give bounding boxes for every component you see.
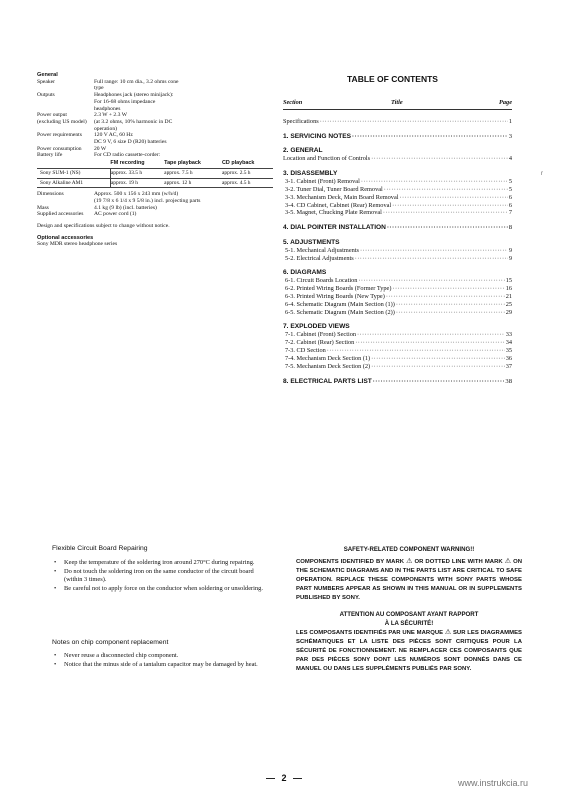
- spec-value-line: operation): [94, 125, 117, 132]
- toc-col-title: Title: [391, 99, 403, 106]
- toc-entry: [283, 309, 512, 317]
- toc-leader-dots: [387, 224, 508, 231]
- toc-entry: [283, 347, 512, 355]
- toc-entry: [283, 355, 512, 363]
- toc-entry-title: 6-3. Printed Wiring Boards (New Type): [285, 292, 385, 300]
- toc-leader-dots: [396, 301, 505, 308]
- spec-row: [37, 79, 273, 92]
- toc-entry-page: 8: [508, 224, 512, 232]
- toc-entry-page: 6: [508, 193, 512, 201]
- battery-table-cell: approx. 4.5 h: [222, 178, 273, 188]
- watermark: www.instrukcia.ru: [458, 778, 529, 788]
- toc-entry-page: 34: [505, 339, 512, 347]
- toc-leader-dots: [400, 194, 508, 201]
- toc-entry-title: 6-4. Schematic Diagram (Main Section (1)): [285, 300, 395, 308]
- battery-table-header: [37, 160, 273, 168]
- toc-entry: [283, 269, 512, 277]
- safety-en-part1: COMPONENTS IDENTIFIED BY MARK: [296, 559, 405, 566]
- toc-entry: [283, 293, 512, 301]
- toc-leader-dots: [355, 255, 508, 262]
- toc-entry-title: 8. ELECTRICAL PARTS LIST: [283, 377, 372, 385]
- toc-entry: [283, 247, 512, 255]
- toc-entry: [283, 178, 512, 186]
- toc-leader-dots: [383, 209, 508, 216]
- optional-accessories-text: Sony MDR stereo headphone series: [37, 241, 118, 248]
- spec-value: [94, 191, 273, 204]
- safety-title-en: SAFETY-RELATED COMPONENT WARNING!!: [343, 546, 475, 553]
- toc-entry: [283, 133, 512, 141]
- toc-leader-dots: [373, 378, 505, 385]
- battery-table-header-cell: CD playback: [222, 160, 273, 168]
- toc-entry-title: 3-2. Tuner Dial, Tuner Board Removal: [285, 185, 383, 193]
- spec-label: [37, 205, 94, 212]
- spec-value-line: Approx. 500 x 156 x 243 mm (w/h/d): [94, 191, 179, 198]
- toc-leader-dots: [371, 355, 505, 362]
- spec-value: [94, 146, 273, 153]
- toc-gap: [283, 317, 512, 324]
- battery-table-header-cell: FM recording: [110, 160, 164, 168]
- toc-entry-page: 3: [508, 132, 512, 140]
- toc-entry: [283, 224, 512, 232]
- spec-value-line: AC power cord (1): [94, 211, 137, 218]
- toc-gap: [283, 141, 512, 148]
- toc-col-section: Section: [283, 99, 303, 106]
- spec-row: [37, 205, 273, 212]
- toc-entry: [283, 378, 512, 386]
- safety-en-part2: OR DOTTED LINE WITH MARK: [414, 559, 503, 566]
- toc-entry-page: 36: [505, 354, 512, 362]
- table-row: [37, 178, 273, 188]
- spec-value-line: Full range: 10 cm dia., 3.2 ohms cone: [94, 78, 179, 85]
- spec-value: [94, 92, 273, 112]
- toc-entry: [283, 331, 512, 339]
- specifications-block: [37, 72, 273, 248]
- toc-leader-dots: [386, 293, 505, 300]
- toc-gap: [283, 163, 512, 170]
- spec-row: [37, 112, 273, 132]
- toc-title: TABLE OF CONTENTS: [347, 74, 438, 84]
- toc-gap: [283, 217, 512, 224]
- flex-board-notes: [52, 559, 270, 593]
- toc-entry-title: 3. DISASSEMBLY: [283, 169, 338, 177]
- toc-leader-dots: [384, 186, 508, 193]
- spec-rows: [37, 79, 273, 159]
- spec-value-line: (19 7/8 x 6 1/4 x 9 5/8 in.) incl. projecting parts: [94, 197, 201, 204]
- toc-list: [283, 118, 512, 385]
- spec-label: [37, 132, 94, 145]
- warning-mark-icon: ⚠: [406, 558, 413, 566]
- safety-warning: [296, 545, 522, 674]
- list-item: • Never reuse a disconnected chip component.: [52, 652, 270, 661]
- spec-value-line: type: [94, 85, 104, 92]
- toc-leader-dots: [355, 339, 504, 346]
- toc-entry: [283, 170, 512, 178]
- battery-table-cell: approx. 19 h: [110, 178, 164, 188]
- toc-leader-dots: [392, 202, 508, 209]
- toc-entry-title: 5. ADJUSTMENTS: [283, 238, 340, 246]
- toc-entry-page: 5: [508, 177, 512, 185]
- spec-label: [37, 92, 94, 112]
- spec-label: [37, 211, 94, 218]
- battery-table-header-cell: Tape playback: [164, 160, 222, 168]
- toc-gap: [283, 126, 512, 133]
- toc-entry-title: Specifications: [283, 118, 319, 125]
- toc-entry-page: 6: [508, 201, 512, 209]
- toc-entry: [283, 301, 512, 309]
- spec-value-line: 2.3 W + 2.3 W: [94, 112, 127, 119]
- safety-title-fr-2: À LA SÉCURITÉ!: [384, 619, 434, 627]
- battery-life-table: [37, 160, 273, 188]
- spec-rows-2: [37, 191, 273, 218]
- toc-entry-page: 33: [505, 331, 512, 339]
- battery-table-cell: Sony SUM-1 (NS): [37, 168, 110, 178]
- toc-leader-dots: [396, 309, 505, 316]
- warning-mark-icon: ⚠: [504, 558, 512, 566]
- toc-entry-title: 3-5. Magnet, Chucking Plate Removal: [285, 209, 382, 217]
- spec-heading: General: [37, 72, 58, 78]
- toc-leader-dots: [371, 363, 505, 370]
- toc-leader-dots: [358, 277, 504, 284]
- toc-entry-title: 7-4. Mechanism Deck Section (1): [285, 354, 371, 362]
- edge-mark: r: [541, 171, 543, 177]
- toc-leader-dots: [327, 347, 505, 354]
- warning-mark-icon: ⚠: [444, 628, 452, 636]
- toc-leader-dots: [361, 178, 508, 185]
- toc-entry: [283, 209, 512, 217]
- safety-fr-part1: LES COMPOSANTS IDENTIFIÉS PAR UNE MARQUE: [296, 629, 444, 636]
- toc-entry: [283, 363, 512, 371]
- spec-label-line: Dimensions: [37, 191, 64, 198]
- safety-body-fr: [296, 628, 522, 674]
- spec-value-line: Headphones jack (stereo minijack):: [94, 92, 174, 99]
- spec-value: [94, 211, 273, 218]
- spec-label: [37, 112, 94, 132]
- toc-entry-title: 7-5. Mechanism Deck Section (2): [285, 362, 371, 370]
- toc-entry: [283, 239, 512, 247]
- toc-entry: [283, 186, 512, 194]
- list-item: • Do not touch the soldering iron on the same conductor of the circuit board (within 3 times).: [52, 568, 270, 585]
- toc-entry-page: 1: [508, 118, 512, 125]
- spec-value-line: 20 W: [94, 145, 107, 152]
- spec-label-line: Mass: [37, 204, 49, 211]
- safety-body-en: [296, 557, 522, 603]
- spec-row: [37, 191, 273, 204]
- spec-value-line: For 16-68 ohms impedance: [94, 98, 156, 105]
- toc-entry-page: 35: [505, 347, 512, 355]
- toc-gap: [283, 232, 512, 239]
- toc-leader-dots: [360, 247, 508, 254]
- toc-entry-title: 4. DIAL POINTER INSTALLATION: [283, 224, 386, 232]
- toc-entry-title: 3-4. CD Cabinet, Cabinet (Rear) Removal: [285, 201, 392, 209]
- spec-row: [37, 92, 273, 112]
- toc-divider: [283, 109, 512, 110]
- toc-entry-title: 7-3. CD Section: [285, 347, 326, 355]
- toc-entry: [283, 155, 512, 163]
- spec-label-line: Power consumption: [37, 145, 82, 152]
- toc-entry: [283, 194, 512, 202]
- toc-leader-dots: [352, 133, 508, 140]
- toc-gap: [283, 262, 512, 269]
- spec-label: [37, 152, 94, 159]
- toc-leader-dots: [392, 285, 504, 292]
- battery-table-cell: approx. 33.5 h: [110, 168, 164, 178]
- spec-value-line: DC 9 V, 6 size D (R20) batteries: [94, 139, 167, 146]
- chip-notes: [52, 652, 270, 669]
- toc-leader-dots: [320, 118, 508, 125]
- toc-entry: [283, 147, 512, 155]
- toc-entry: [283, 339, 512, 347]
- spec-row: [37, 211, 273, 218]
- toc-entry-page: 29: [505, 308, 512, 316]
- spec-value-line: For CD radio cassette-corder:: [94, 152, 161, 159]
- spec-label-line: Supplied accessories: [37, 211, 84, 218]
- spec-label-line: Power requirements: [37, 132, 82, 139]
- spec-label-line: Power output: [37, 112, 67, 119]
- toc-entry-title: 5-2. Electrical Adjustments: [285, 254, 354, 262]
- spec-row: [37, 132, 273, 145]
- spec-value-line: (at 3.2 ohms, 10% harmonic in DC: [94, 118, 173, 125]
- toc-gap: [283, 371, 512, 378]
- toc-entry-page: 37: [505, 362, 512, 370]
- toc-entry-page: 25: [505, 300, 512, 308]
- safety-title-fr-1: ATTENTION AU COMPOSANT AYANT RAPPORT: [339, 610, 479, 618]
- page-number: — 2 —: [266, 773, 305, 783]
- toc-col-page: Page: [499, 99, 512, 106]
- toc-entry-title: 7-1. Cabinet (Front) Section: [285, 331, 357, 339]
- toc-entry: [283, 323, 512, 331]
- toc-entry: [283, 202, 512, 210]
- spec-value-line: headphones: [94, 105, 121, 112]
- toc-entry-title: 6. DIAGRAMS: [283, 269, 327, 277]
- toc-entry-title: 7. EXPLODED VIEWS: [283, 323, 350, 331]
- battery-table-cell: approx. 12 h: [164, 178, 222, 188]
- spec-value: [94, 79, 273, 92]
- list-item: • Notice that the minus side of a tantalum capacitor may be damaged by heat.: [52, 661, 270, 670]
- toc-entry-page: 15: [505, 277, 512, 285]
- toc-entry-page: 9: [508, 246, 512, 254]
- list-item: • Be careful not to apply force on the conductor when soldering or unsoldering.: [52, 585, 270, 594]
- toc-leader-dots: [357, 331, 505, 338]
- toc-entry-page: 4: [508, 155, 512, 163]
- spec-note: Design and specifications subject to change without notice.: [37, 223, 170, 230]
- toc-entry-page: 9: [508, 254, 512, 262]
- toc-entry-title: 5-1. Mechanical Adjustments: [285, 246, 359, 254]
- spec-value-line: 120 V AC, 60 Hz: [94, 132, 133, 139]
- chip-notes-title: Notes on chip component replacement: [52, 639, 169, 646]
- battery-table-header-cell: [37, 160, 110, 168]
- list-item: • Keep the temperature of the soldering iron around 270°C during repairing.: [52, 559, 270, 568]
- toc-entry-page: 38: [505, 377, 512, 385]
- optional-accessories-heading: Optional accessories: [37, 234, 94, 241]
- spec-value: [94, 152, 273, 159]
- spec-value-line: 4.1 kg (9 lb) (incl. batteries): [94, 204, 157, 211]
- toc-leader-dots: [371, 155, 508, 162]
- spec-row: [37, 152, 273, 159]
- toc-entry-title: 6-1. Circuit Boards Location: [285, 277, 358, 285]
- spec-label-line: Speaker: [37, 78, 56, 85]
- spec-label-line: Outputs: [37, 92, 55, 99]
- spec-row: [37, 146, 273, 153]
- flex-board-title: Flexible Circuit Board Repairing: [52, 545, 148, 552]
- table-row: [37, 168, 273, 178]
- toc-entry-title: 3-1. Cabinet (Front) Removal: [285, 177, 360, 185]
- spec-label: [37, 79, 94, 92]
- toc-entry: [283, 255, 512, 263]
- toc-entry: [283, 118, 512, 126]
- spec-label: [37, 191, 94, 204]
- toc-entry-title: 7-2. Cabinet (Rear) Section: [285, 339, 355, 347]
- battery-table-cell: approx. 2.5 h: [222, 168, 273, 178]
- toc-entry-page: 7: [508, 209, 512, 217]
- spec-label-line: Battery life: [37, 152, 63, 159]
- toc-entry-title: 6-5. Schematic Diagram (Main Section (2)): [285, 308, 395, 316]
- toc-entry-page: 21: [505, 292, 512, 300]
- toc-entry-page: 16: [505, 285, 512, 293]
- toc-entry: [283, 285, 512, 293]
- toc-entry-title: 3-3. Mechanism Deck, Main Board Removal: [285, 193, 399, 201]
- spec-value: [94, 112, 273, 132]
- toc-entry-title: 1. SERVICING NOTES: [283, 132, 352, 140]
- toc-entry-title: Location and Function of Controls: [283, 155, 371, 163]
- toc-entry-title: 2. GENERAL: [283, 147, 323, 155]
- spec-label-line: (excluding US model): [37, 118, 87, 125]
- toc-entry-title: 6-2. Printed Wiring Boards (Former Type): [285, 285, 392, 293]
- safety-en-part3: ON THE SCHEMATIC DIAGRAMS AND IN THE PARTS LIST ARE CRITICAL TO SAFE OPERATION. REPLACE THESE COMPONENTS WITH SONY PARTS WHOSE PART NUMBERS APPEAR AS SHOWN IN THIS MANUAL OR IN SUPPLEMENTS PUBLISHED BY SONY.: [296, 559, 523, 602]
- battery-table-cell: Sony Alkaline AM1: [37, 178, 110, 188]
- safety-fr-part2: SUR LES DIAGRAMMES SCHÉMATIQUES ET LA LISTE DES PIÈCES SONT CRITIQUES POUR LA SÉCURITÉ DE FONCTIONNEMENT. NE REMPLACER CES COMPOSANTS QUE PAR DES PIÈCES SONY DONT LES NUMÉROS SONT DONNÉS DANS CE MANUEL OU DANS LES SUPPLÉMENTS PUBLIÉS PAR SONY.: [296, 629, 523, 673]
- toc-entry-page: 5: [508, 185, 512, 193]
- spec-value: [94, 132, 273, 145]
- toc-entry: [283, 277, 512, 285]
- battery-table-cell: approx. 7.5 h: [164, 168, 222, 178]
